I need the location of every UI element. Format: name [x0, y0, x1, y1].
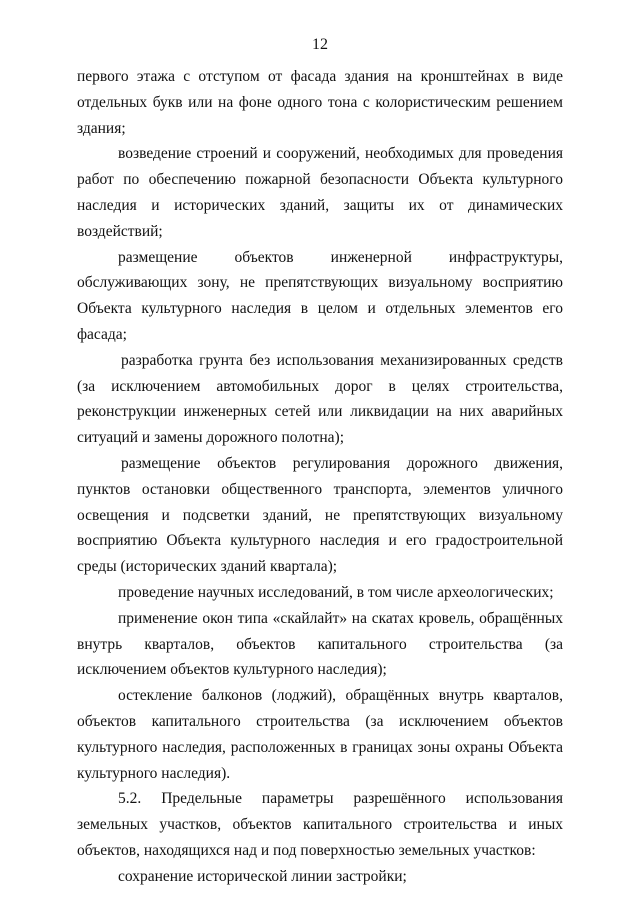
- paragraph-fire-safety: возведение строений и сооружений, необходимых для проведения работ по обеспечению пожарной безопасности Объекта культурного наследия и исторических зданий, защиты их от динамических воздействий;: [77, 145, 563, 240]
- paragraph-skylight: применение окон типа «скайлайт» на скатах кровель, обращённых внутрь кварталов, объектов капитального строительства (за исключением объектов культурного наследия);: [77, 609, 563, 679]
- paragraph-building-line: сохранение исторической линии застройки;: [118, 867, 407, 885]
- paragraph-continuation: первого этажа с отступом от фасада здания на кронштейнах в виде отдельных букв или на фоне одного тона с колористическим решением здания;: [77, 68, 563, 137]
- paragraph-balcony-glazing: остекление балконов (лоджий), обращённых внутрь кварталов, объектов капитального строительства (за исключением объектов культурного наследия, расположенных в границах зоны охраны Объекта культурного наследия).: [77, 687, 563, 782]
- paragraph-section-5-2: 5.2. Предельные параметры разрешённого использования земельных участков, объектов капитального строительства и иных объектов, находящихся над и под поверхностью земельных участков:: [77, 790, 563, 859]
- paragraph-traffic-objects: размещение объектов регулирования дорожного движения, пунктов остановки общественного транспорта, элементов уличного освещения и подсветки зданий, не препятствующих визуальному восприятию Объекта культурного наследия и его градостроительной среды (исторических зданий квартала);: [77, 454, 563, 576]
- document-body: [77, 64, 563, 890]
- page-number: 12: [312, 36, 328, 53]
- paragraph-soil-works: разработка грунта без использования механизированных средств (за исключением автомобильных дорог в целях строительства, реконструкции инженерных сетей или ликвидации на них аварийных ситуаций и замены дорожного полотна);: [77, 351, 563, 447]
- paragraph-infrastructure: размещение объектов инженерной инфраструктуры, обслуживающих зону, не препятствующих визуальному восприятию Объекта культурного наследия в целом и отдельных элементов его фасада;: [77, 248, 563, 343]
- paragraph-research: проведение научных исследований, в том числе археологических;: [118, 583, 554, 601]
